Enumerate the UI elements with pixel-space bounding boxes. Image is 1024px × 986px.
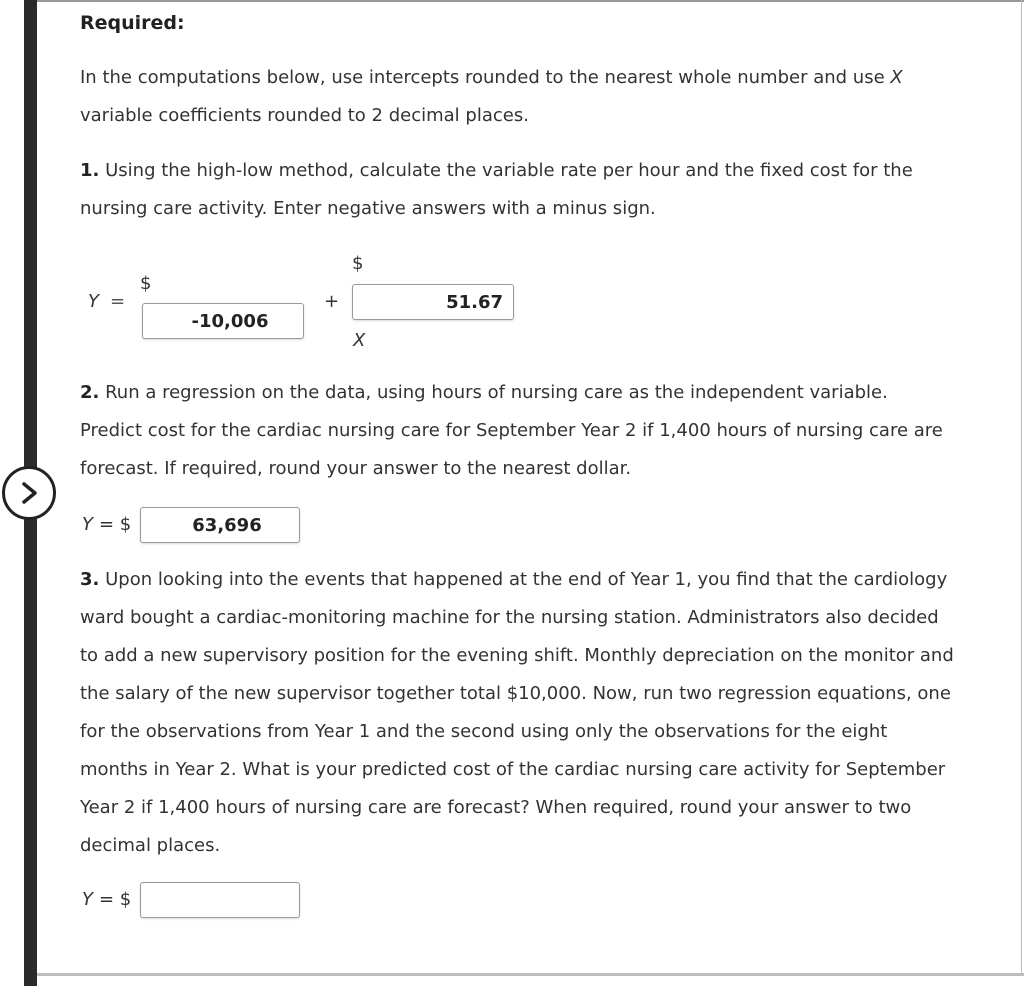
q3-predicted-cost-input[interactable] — [140, 882, 300, 918]
top-divider — [37, 0, 1024, 2]
q1-variable-rate-input[interactable]: 51.67 — [352, 284, 514, 320]
q2-y-label: Y — [82, 514, 93, 535]
question-2-number: 2. — [80, 382, 100, 403]
chevron-right-icon — [16, 480, 42, 506]
question-2-text: 2. Run a regression on the data, using hours of nursing care as the independent variable. Predict cost for the cardiac nursing care for September Year 2 if 1,400 hours of nursing care are forecast. If required, round your answer to the nearest dollar. — [80, 382, 943, 479]
q1-x-label: X — [353, 330, 366, 351]
q2-equals-dollar: = $ — [99, 514, 132, 535]
q3-equals-dollar: = $ — [99, 889, 132, 910]
q1-fixed-dollar: $ — [140, 273, 152, 294]
required-heading: Required: — [80, 12, 185, 34]
bottom-divider — [37, 973, 1024, 976]
question-3-number: 3. — [80, 569, 100, 590]
q1-fixed-cost-input[interactable]: -10,006 — [142, 303, 304, 339]
intro-text — [80, 59, 1010, 135]
q1-equals: = — [110, 291, 126, 312]
question-1-number: 1. — [80, 160, 100, 181]
question-3-text: 3. Upon looking into the events that happened at the end of Year 1, you find that the cardiology ward bought a cardiac-monitoring machine for the nursing station. Administrators also decided to add a new supervisory position for the evening shift. Monthly depreciation on the monitor and the salary of the new supervisor together total $10,000. Now, run two regression equations, one for the observations from Year 1 and the second using only the observations for the eight months in Year 2. What is your predicted cost of the cardiac nursing care activity for September Year 2 if 1,400 hours of nursing care are forecast? When required, round your answer to two decimal places. — [80, 569, 954, 856]
intro-line-2: variable coefficients rounded to 2 decimal places. — [80, 105, 529, 126]
question-1-text: 1. Using the high-low method, calculate the variable rate per hour and the fixed cost for the nursing care activity. Enter negative answers with a minus sign. — [80, 160, 913, 219]
expand-toggle-button[interactable] — [2, 466, 56, 520]
q1-rate-dollar: $ — [352, 253, 364, 274]
q2-predicted-cost-input[interactable]: 63,696 — [140, 507, 300, 543]
q1-y-label: Y — [88, 291, 99, 312]
intro-line-1: In the computations below, use intercepts rounded to the nearest whole number and use X — [80, 67, 903, 88]
q1-plus: + — [324, 291, 340, 312]
q3-y-label: Y — [82, 889, 93, 910]
right-divider — [1021, 0, 1022, 976]
